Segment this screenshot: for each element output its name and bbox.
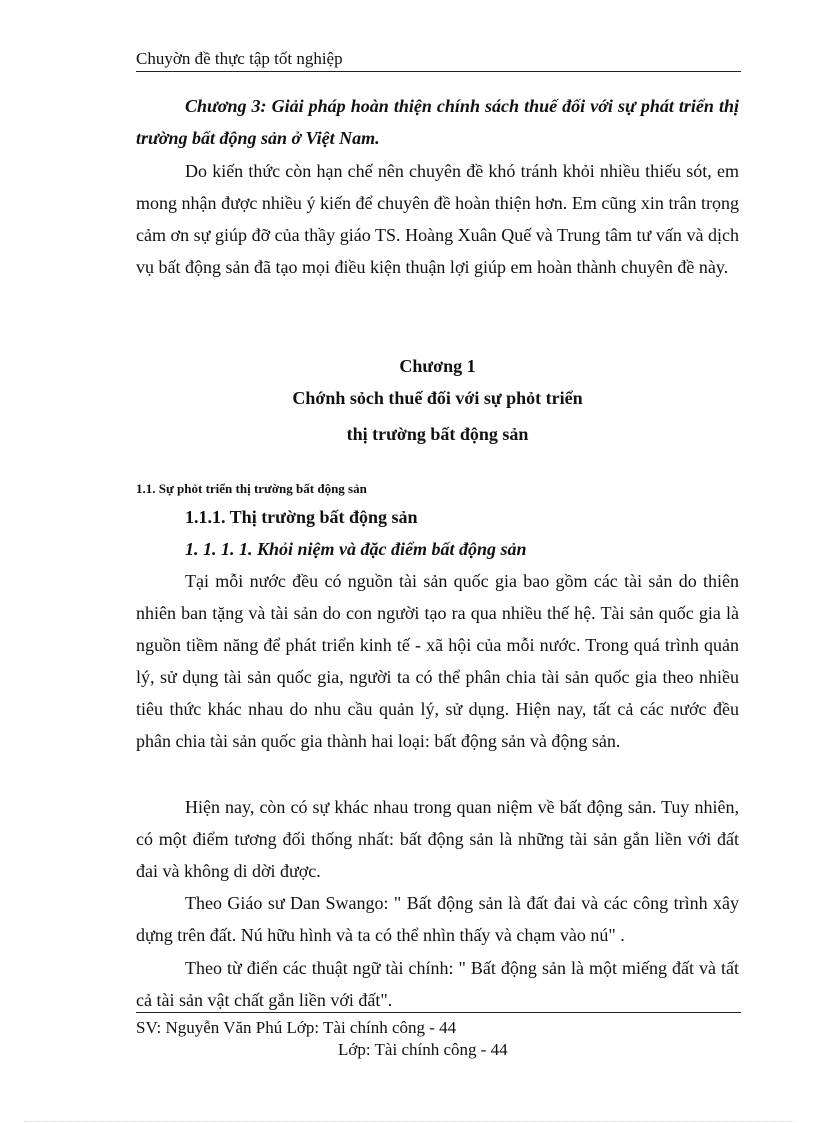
section-1-1-1-1-heading: 1. 1. 1. 1. Khỏi niệm và đặc điểm bất động sản <box>185 539 527 559</box>
body-paragraph-3: Theo Giáo sư Dan Swango: " Bất động sản là đất đai và các công trình xây dựng trên đất. Nú hữu hình và ta có thể nhìn thấy và chạm vào nú" . <box>136 893 739 945</box>
chapter-1-title-line-2: thị trường bất động sản <box>346 424 529 444</box>
chapter-1-title-line-1: Chớnh sỏch thuế đối với sự phỏt triển <box>292 388 583 408</box>
acknowledgement-paragraph: Do kiến thức còn hạn chế nên chuyên đề khó tránh khỏi nhiều thiếu sót, em mong nhận được nhiều ý kiến để chuyên đề hoàn thiện hơn. Em cũng xin trân trọng cảm ơn sự giúp đỡ của thầy giáo TS. Hoàng Xuân Quế và Trung tâm tư vấn và dịch vụ bất động sản đã tạo mọi điều kiện thuận lợi giúp em hoàn thành chuyên đề này. <box>136 161 739 277</box>
chapter-1-label: Chương 1 <box>399 356 476 376</box>
page-bottom-edge <box>24 1121 794 1122</box>
footer-class-line: Lớp: Tài chính công - 44 <box>338 1040 508 1059</box>
footer-student-line: SV: Nguyễn Văn Phú Lớp: Tài chính công - 44 <box>136 1018 457 1037</box>
chapter-3-summary: Chương 3: Giải pháp hoàn thiện chính sách thuế đối với sự phát triển thị trường bất động sản ở Việt Nam. <box>136 96 739 148</box>
page-header: Chuyờn đề thực tập tốt nghiệp <box>136 48 741 72</box>
body-paragraph-4: Theo từ điển các thuật ngữ tài chính: " Bất động sản là một miếng đất và tất cả tài sản vật chất gắn liền với đất". <box>136 958 739 1010</box>
body-paragraph-1: Tại mỗi nước đều có nguồn tài sản quốc gia bao gồm các tài sản do thiên nhiên ban tặng và tài sản do con người tạo ra qua nhiều thế hệ. Tài sản quốc gia là nguồn tiềm năng để phát triển kinh tế - xã hội của mỗi nước. Trong quá trình quản lý, sử dụng tài sản quốc gia, người ta có thể phân chia tài sản quốc gia theo nhiều tiêu thức khác nhau do nhu cầu quản lý, sử dụng. Hiện nay, tất cả các nước đều phân chia tài sản quốc gia thành hai loại: bất động sản và động sản. <box>136 571 739 751</box>
body-paragraph-2: Hiện nay, còn có sự khác nhau trong quan niệm về bất động sản. Tuy nhiên, có một điểm tương đối thống nhất: bất động sản là những tài sản gắn liền với đất đai và không di dời được. <box>136 797 739 881</box>
section-1-1-heading: 1.1. Sự phỏt triển thị trường bất động sản <box>136 481 367 496</box>
section-1-1-1-heading: 1.1.1. Thị trường bất động sản <box>185 507 418 527</box>
footer-divider <box>136 1012 741 1013</box>
